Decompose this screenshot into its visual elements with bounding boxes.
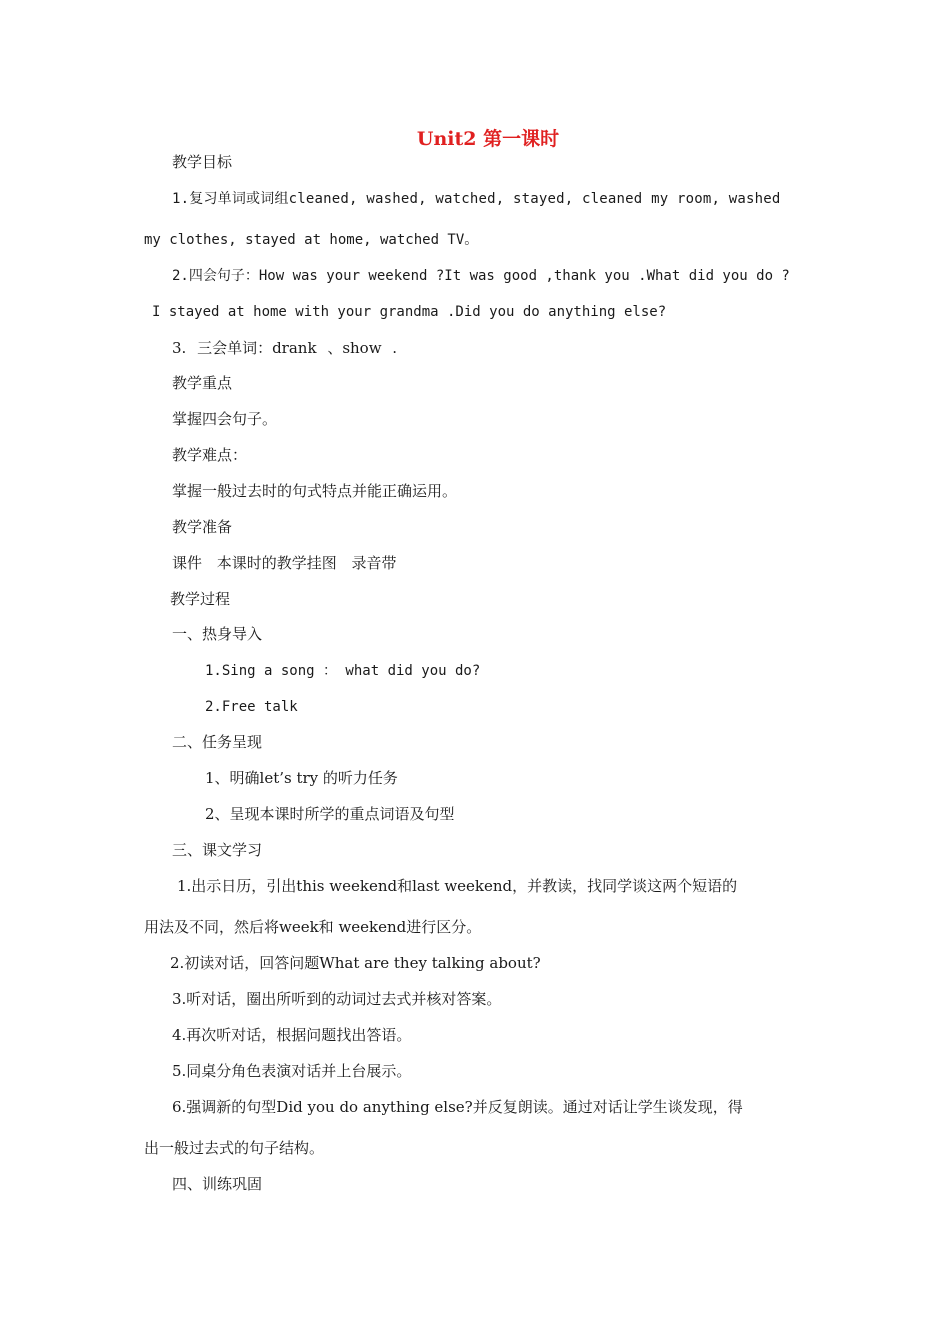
step-3-item-4: 4.再次听对话，根据问题找出答语。 — [172, 1026, 412, 1044]
step-1-item-1: 1.Sing a song ： what did you do? — [205, 663, 481, 679]
step-2-item-2: 2、呈现本课时所学的重点词语及句型 — [205, 805, 455, 823]
step-2-item-1: 1、明确let’s try 的听力任务 — [205, 769, 398, 787]
objective-line-3: 3. 三会单词：drank 、show . — [172, 339, 398, 357]
key-points-text: 掌握四会句子。 — [172, 410, 278, 428]
step-3-item-3: 3.听对话，圈出所听到的动词过去式并核对答案。 — [172, 990, 502, 1008]
step-3-item-1-continued: 用法及不同，然后将week和 weekend进行区分。 — [144, 918, 482, 936]
section-heading-preparation: 教学准备 — [172, 518, 233, 536]
preparation-text: 课件 本课时的教学挂图 录音带 — [172, 554, 397, 572]
step-3-item-2: 2.初读对话，回答问题What are they talking about? — [170, 954, 541, 972]
step-1-item-2: 2.Free talk — [205, 699, 298, 715]
section-heading-key-points: 教学重点 — [172, 374, 233, 392]
objective-line-1-continued: my clothes, stayed at home, watched TV。 — [144, 232, 479, 248]
section-heading-process: 教学过程 — [170, 590, 231, 608]
step-2-heading: 二、任务呈现 — [172, 733, 263, 751]
step-3-item-1: 1.出示日历，引出this weekend和last weekend，并教读，找同学谈这两个短语的 — [177, 877, 738, 895]
step-3-item-6: 6.强调新的句型Did you do anything else?并反复朗读。通过对话让学生谈发现，得 — [172, 1098, 743, 1116]
document-title: Unit2 第一课时 — [416, 128, 560, 150]
step-1-heading: 一、热身导入 — [172, 625, 263, 643]
step-4-heading: 四、训练巩固 — [172, 1175, 263, 1193]
objective-line-1: 1.复习单词或词组cleaned, washed, watched, stayed, cleaned my room, washed — [172, 191, 781, 207]
step-3-heading: 三、课文学习 — [172, 841, 263, 859]
objective-line-2-continued: I stayed at home with your grandma .Did you do anything else? — [152, 304, 667, 320]
step-3-item-5: 5.同桌分角色表演对话并上台展示。 — [172, 1062, 412, 1080]
section-heading-objectives: 教学目标 — [172, 153, 233, 171]
difficulties-text: 掌握一般过去时的句式特点并能正确运用。 — [172, 482, 458, 500]
objective-line-2: 2.四会句子：How was your weekend ?It was good ,thank you .What did you do ? — [172, 268, 790, 284]
step-3-item-6-continued: 出一般过去式的句子结构。 — [144, 1139, 325, 1157]
section-heading-difficulties: 教学难点： — [172, 446, 248, 464]
